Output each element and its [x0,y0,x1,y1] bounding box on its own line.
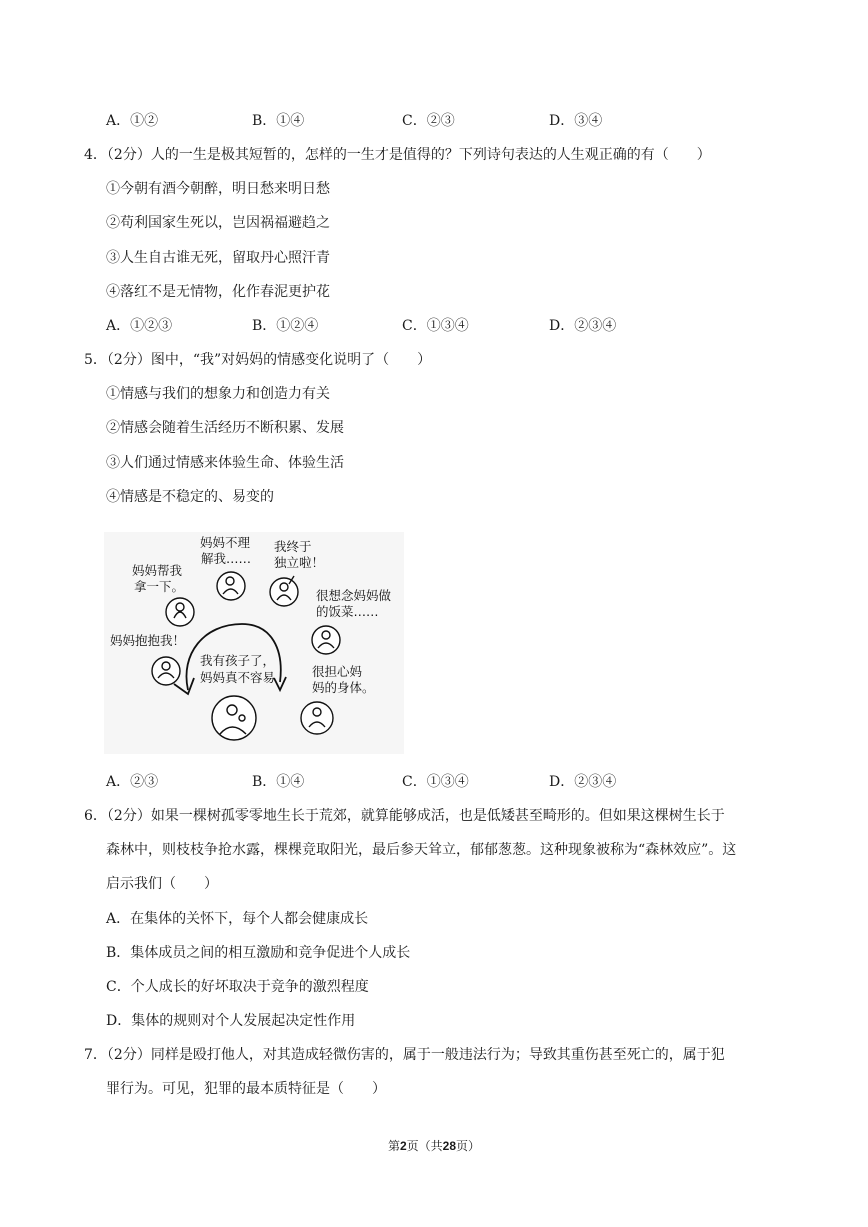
caption-5b: 的饭菜…… [316,604,379,619]
q5-option-b: B．①④ [252,774,305,790]
footer-suffix: 页） [456,1139,481,1153]
portrait-child-asking [166,598,194,626]
footer-total-pages: 28 [442,1139,457,1153]
q4-options [106,316,706,336]
portrait-parent-with-child [212,696,256,740]
q5-option-c: C．①③④ [402,774,469,790]
q7-stem-line-1: 7．（2分）同样是殴打他人，对其造成轻微伤害的，属于一般违法行为；导致其重伤甚至死亡的，属于犯 [84,1047,725,1063]
q3-options [106,111,706,131]
q4-option-a: A．①②③ [106,318,173,334]
q6-option-a: A．在集体的关怀下，每个人都会健康成长 [106,911,369,927]
caption-3a: 妈妈不理 [200,535,251,550]
portrait-teen-misunderstood [217,572,245,600]
caption-7b: 妈妈真不容易 [200,670,276,685]
caption-2: 妈妈抱抱我！ [110,633,186,648]
q5-item-3: ③人们通过情感来体验生命、体验生活 [106,455,344,471]
caption-6a: 很担心妈 [312,664,363,679]
q5-option-a: A．②③ [106,774,159,790]
caption-3b: 解我…… [201,551,252,566]
footer-middle: 页（共 [406,1139,443,1153]
q7-stem-line-2: 罪行为。可见，犯罪的最本质特征是（ ） [106,1081,386,1097]
footer-page-number: 2 [399,1139,407,1153]
q4-item-4: ④落红不是无情物，化作春泥更护花 [106,284,330,300]
footer-prefix: 第 [387,1139,400,1153]
mother-emotion-figure [104,532,404,754]
q3-option-d: D．③④ [549,113,603,129]
portrait-baby-hug [152,657,180,685]
q5-item-4: ④情感是不稳定的、易变的 [106,489,274,505]
portrait-worried-health [301,702,333,734]
q3-option-a: A．①② [106,113,159,129]
q4-item-3: ③人生自古谁无死，留取丹心照汗青 [106,250,330,266]
q4-stem: 4．（2分）人的一生是极其短暂的，怎样的一生才是值得的？下列诗句表达的人生观正确的有（ ） [84,147,711,163]
q5-stem: 5．（2分）图中，“我”对妈妈的情感变化说明了（ ） [84,352,432,368]
page-footer [0,1137,868,1155]
q6-stem-line-3: 启示我们（ ） [106,876,218,892]
caption-6b: 妈的身体。 [312,680,375,695]
q5-item-1: ①情感与我们的想象力和创造力有关 [106,386,330,402]
q4-option-d: D．②③④ [549,318,617,334]
caption-4b: 独立啦！ [274,555,325,570]
q3-option-c: C．②③ [402,113,455,129]
q6-stem-line-2: 森林中，则枝枝争抢水露，棵棵竞取阳光，最后参天耸立，郁郁葱葱。这种现象被称为“森林效应”。这 [106,842,737,858]
caption-1b: 拿一下。 [134,579,185,594]
q4-option-c: C．①③④ [402,318,469,334]
portrait-miss-cooking [312,626,340,654]
q4-option-b: B．①②④ [252,318,319,334]
q6-option-c: C．个人成长的好坏取决于竞争的激烈程度 [106,979,369,995]
q4-item-2: ②苟利国家生死以，岂因祸福避趋之 [106,215,330,231]
caption-1a: 妈妈帮我 [132,563,183,578]
caption-5a: 很想念妈妈做 [316,588,392,603]
q4-item-1: ①今朝有酒今朝醉，明日愁来明日愁 [106,181,330,197]
q6-stem-line-1: 6．（2分）如果一棵树孤零零地生长于荒郊，就算能够成活，也是低矮甚至畸形的。但如果这棵树生长于 [84,808,725,824]
caption-4a: 我终于 [274,539,312,554]
q5-options [106,772,706,792]
caption-7a: 我有孩子了， [200,653,276,668]
q6-option-b: B．集体成员之间的相互激励和竞争促进个人成长 [106,945,411,961]
q3-option-b: B．①④ [252,113,305,129]
q6-option-d: D．集体的规则对个人发展起决定性作用 [106,1013,356,1029]
q5-option-d: D．②③④ [549,774,617,790]
q5-item-2: ②情感会随着生活经历不断积累、发展 [106,420,344,436]
